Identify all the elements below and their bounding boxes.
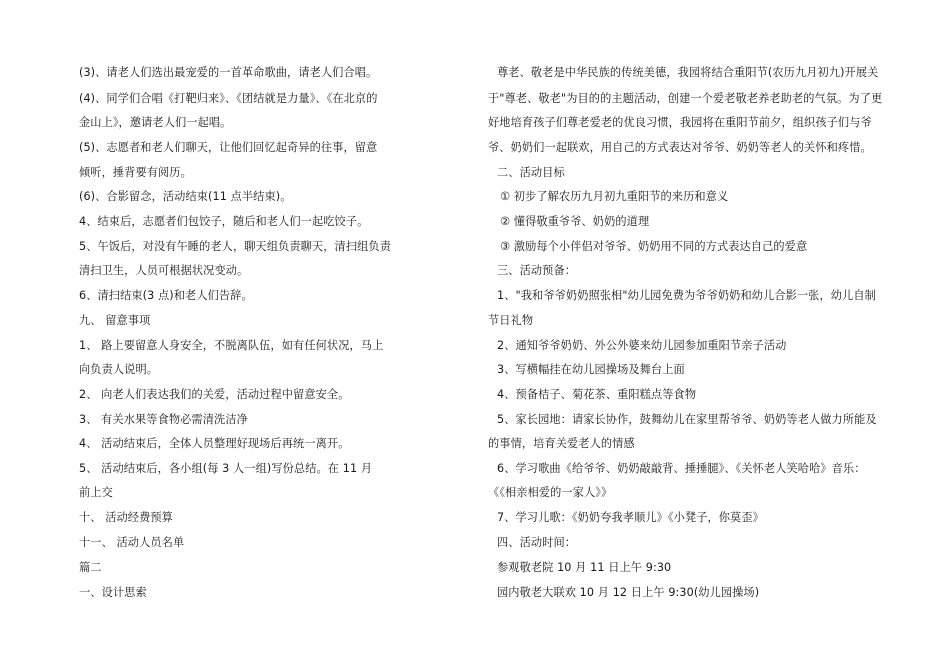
text-line: 6、清扫结束(3 点)和老人们告辞。: [79, 289, 253, 302]
text-line: 尊老、敬老是中华民族的传统美德，我园将结合重阳节(农历九月初九)开展关: [497, 66, 879, 79]
text-line: 5、 活动结束后，各小组(每 3 人一组)写份总结。在 11 月: [79, 462, 373, 475]
text-line: 节日礼物: [488, 314, 534, 327]
text-line: 清扫卫生，人员可根据状况变动。: [79, 264, 249, 277]
text-line: (5)、志愿者和老人们聊天，让他们回忆起奇异的往事，留意: [79, 141, 378, 154]
text-line: 6、学习歌曲《给爷爷、奶奶敲敲背、捶捶腿》、《关怀老人笑哈哈》音乐：: [497, 462, 866, 475]
text-line: ② 懂得敬重爷爷、奶奶的道理: [500, 215, 650, 228]
text-line: 金山上》，邀请老人们一起唱。: [79, 116, 232, 129]
text-line: 四、活动时间：: [497, 536, 577, 549]
text-line: 前上交: [79, 486, 113, 499]
text-line: 倾听，捶背要有阅历。: [79, 166, 192, 179]
text-line: 篇二: [79, 561, 102, 574]
text-line: 4、结束后，志愿者们包饺子，随后和老人们一起吃饺子。: [79, 215, 369, 228]
text-line: 5、午饭后，对没有午睡的老人，聊天组负责聊天，清扫组负责: [79, 240, 391, 253]
text-line: 《《相亲相爱的一家人》》: [488, 486, 613, 499]
text-line: 3、写横幅挂在幼儿园操场及舞台上面: [497, 363, 685, 376]
text-line: 九、 留意事项: [79, 314, 151, 327]
text-line: 十一、 活动人员名单: [79, 536, 185, 549]
text-line: 4、预备桔子、菊花茶、重阳糕点等食物: [497, 388, 697, 401]
text-line: (4)、同学们合唱《打靶归来》、《团结就是力量》、《在北京的: [79, 92, 378, 105]
text-line: 好地培育孩子们尊老爱老的优良习惯，我园将在重阳节前夕，组织孩子们与爷: [488, 116, 872, 129]
text-line: 4、 活动结束后，全体人员整理好现场后再统一离开。: [79, 437, 350, 450]
text-line: 爷、奶奶们一起联欢，用自己的方式表达对爷爷、奶奶等老人的关怀和疼惜。: [488, 141, 872, 154]
text-line: 1、"我和爷爷奶奶照张相"幼儿园免费为爷爷奶奶和幼儿合影一张，幼儿自制: [497, 289, 876, 302]
text-line: 三、活动预备：: [497, 264, 577, 277]
text-line: 2、通知爷爷奶奶、外公外婆来幼儿园参加重阳节亲子活动: [497, 339, 787, 352]
text-line: 的事情，培育关爱老人的情感: [488, 437, 635, 450]
text-line: 二、活动目标: [497, 166, 565, 179]
text-line: 向负责人说明。: [79, 363, 159, 376]
text-line: 1、 路上要留意人身安全，不脱离队伍，如有任何状况，马上: [79, 339, 384, 352]
text-line: ③ 激励每个小伴侣对爷爷、奶奶用不同的方式表达自己的爱意: [500, 240, 808, 253]
text-line: ① 初步了解农历九月初九重阳节的来历和意义: [500, 190, 729, 203]
text-line: 2、 向老人们表达我们的关爱，活动过程中留意安全。: [79, 388, 350, 401]
text-line: 7、学习儿歌：《奶奶夸我孝顺儿》《小凳子，你莫歪》: [497, 511, 764, 524]
text-line: 园内敬老大联欢 10 月 12 日上午 9:30(幼儿园操场): [497, 586, 760, 599]
text-line: 于"尊老、敬老"为目的的主题活动，创建一个爱老敬老养老助老的气氛。为了更: [488, 92, 883, 105]
text-line: 一、设计思索: [79, 586, 147, 599]
text-line: 5、家长园地：请家长协作，鼓舞幼儿在家里帮爷爷、奶奶等老人做力所能及: [497, 413, 877, 426]
text-line: (3)、请老人们选出最宠爱的一首革命歌曲，请老人们合唱。: [79, 66, 378, 79]
text-line: 参观敬老院 10 月 11 日上午 9:30: [497, 561, 672, 574]
text-line: 3、 有关水果等食物必需清洗洁净: [79, 413, 248, 426]
text-line: (6)、合影留念，活动结束(11 点半结束)。: [79, 190, 292, 203]
text-line: 十、 活动经费预算: [79, 511, 173, 524]
